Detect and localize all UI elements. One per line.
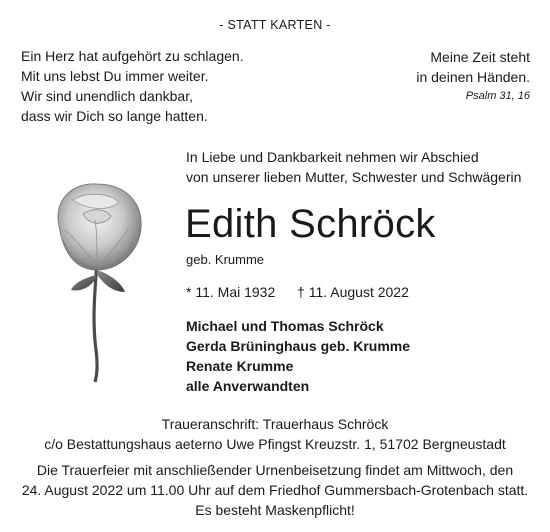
poem-right-line: Meine Zeit steht <box>430 49 530 65</box>
intro-line: von unserer lieben Mutter, Schwester und Schwägerin <box>186 169 522 185</box>
life-dates <box>186 282 409 302</box>
maiden-name: geb. Krumme <box>186 252 265 267</box>
intro-line: In Liebe und Dankbarkeit nehmen wir Abschied <box>186 149 479 165</box>
mourner: Gerda Brüninghaus geb. Krumme <box>186 338 411 354</box>
header-statt-karten: - STATT KARTEN - <box>219 18 331 32</box>
poem-left-line: Mit uns lebst Du immer weiter. <box>21 68 209 84</box>
funeral-line: Es besteht Maskenpflicht! <box>195 502 355 518</box>
funeral-line: Die Trauerfeier mit anschließender Urnenbeisetzung findet am Mittwoch, den <box>36 462 514 478</box>
funeral-line: 24. August 2022 um 11.00 Uhr auf dem Friedhof Gummersbach-Grotenbach statt. <box>21 482 529 498</box>
intro-text <box>186 147 521 187</box>
psalm-citation: Psalm 31, 16 <box>465 90 530 102</box>
poem-right <box>416 47 530 105</box>
mourner: Michael und Thomas Schröck <box>186 318 384 334</box>
deceased-name: Edith Schröck <box>185 202 436 246</box>
mourner: Renate Krumme <box>186 358 294 374</box>
mourners-list <box>186 316 410 396</box>
birth-date: * 11. Mai 1932 <box>186 284 276 300</box>
address-line: Traueranschrift: Trauerhaus Schröck <box>161 416 389 432</box>
funeral-notice <box>0 460 550 520</box>
address-line: c/o Bestattungshaus aeterno Uwe Pfingst Kreuzstr. 1, 51702 Bergneustadt <box>44 436 506 452</box>
poem-left-line: dass wir Dich so lange hatten. <box>21 108 208 124</box>
poem-left <box>21 46 244 126</box>
mourning-address <box>0 414 550 454</box>
poem-left-line: Ein Herz hat aufgehört zu schlagen. <box>21 48 244 64</box>
poem-right-line: in deinen Händen. <box>416 69 530 85</box>
rose-image <box>45 170 160 385</box>
mourner: alle Anverwandten <box>186 378 310 394</box>
poem-left-line: Wir sind unendlich dankbar, <box>21 88 193 104</box>
death-date: † 11. August 2022 <box>297 284 409 300</box>
